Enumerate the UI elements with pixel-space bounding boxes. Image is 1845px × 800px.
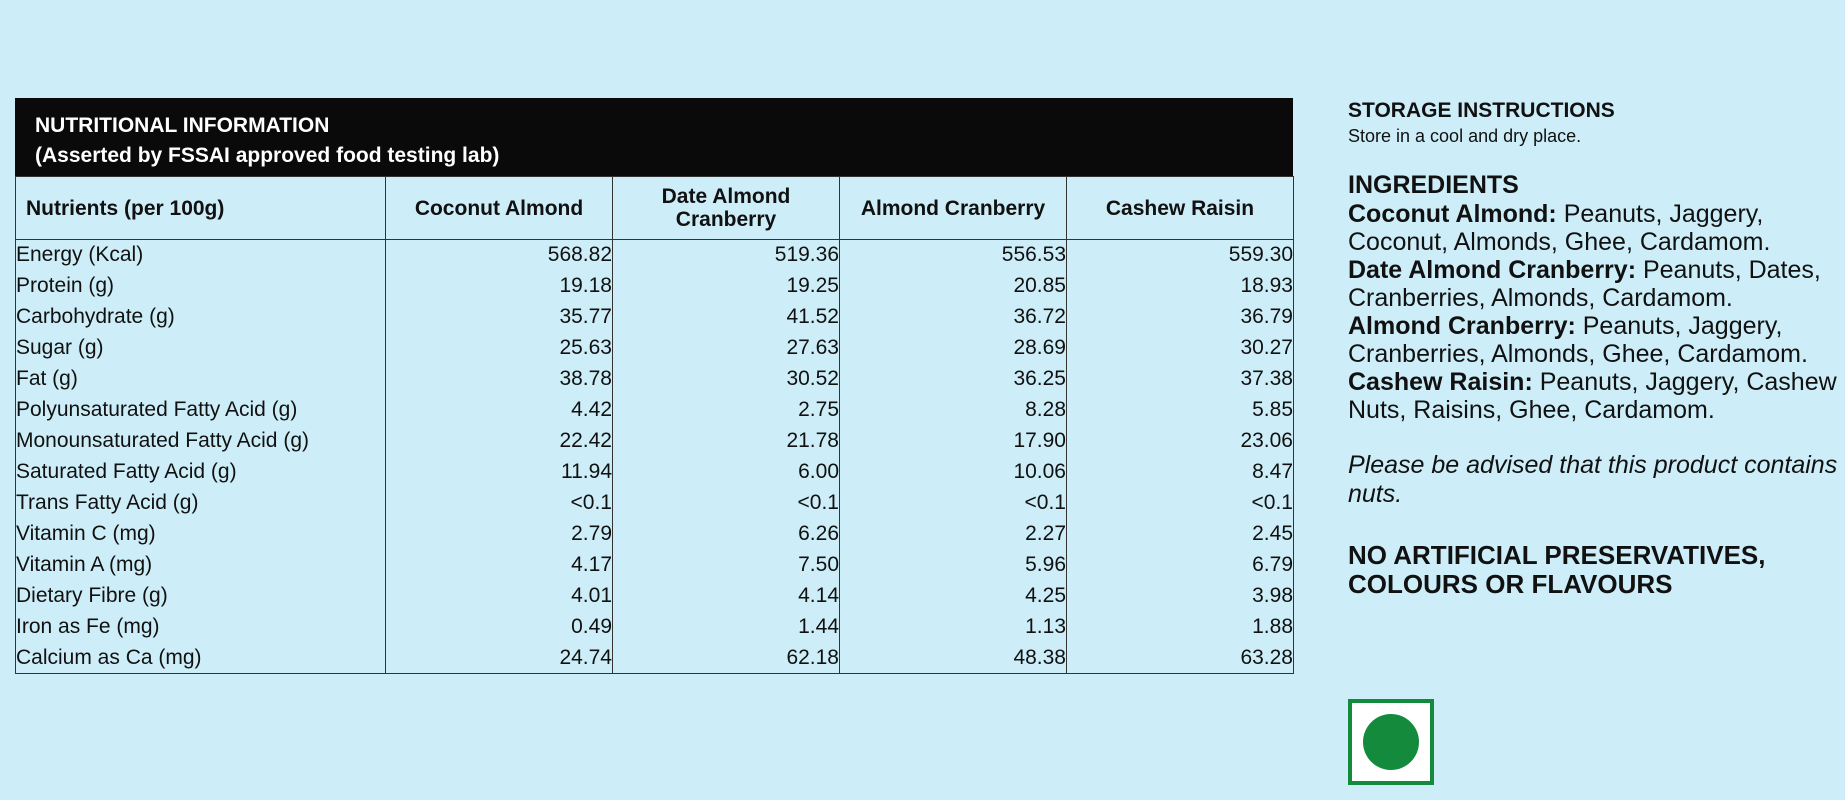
nutrient-value: 36.79: [1067, 302, 1294, 333]
table-row: [16, 488, 1294, 519]
ingredient-name: Cashew Raisin:: [1348, 368, 1533, 396]
nutrient-value: <0.1: [386, 488, 613, 519]
nutrient-value: 35.77: [386, 302, 613, 333]
no-artificial-line-1: NO ARTIFICIAL PRESERVATIVES,: [1348, 540, 1766, 570]
nutrient-value: 62.18: [613, 643, 840, 674]
storage-title: STORAGE INSTRUCTIONS: [1348, 99, 1615, 122]
nutrient-value: 63.28: [1067, 643, 1294, 674]
nutrient-value: 4.25: [840, 581, 1067, 612]
nutrient-name: Carbohydrate (g): [16, 302, 386, 333]
no-artificial-claim: [1348, 541, 1838, 599]
nutrient-value: 38.78: [386, 364, 613, 395]
nutrient-value: 11.94: [386, 457, 613, 488]
nutrient-value: 3.98: [1067, 581, 1294, 612]
nutrient-value: 5.96: [840, 550, 1067, 581]
nutrient-value: 6.00: [613, 457, 840, 488]
no-artificial-line-2: COLOURS OR FLAVOURS: [1348, 569, 1673, 599]
nutrient-value: 19.25: [613, 271, 840, 302]
table-row: [16, 519, 1294, 550]
column-header-nutrients: Nutrients (per 100g): [16, 177, 386, 240]
table-row: [16, 395, 1294, 426]
column-header-date-almond-cranberry: Date Almond Cranberry: [613, 177, 840, 240]
nutrient-value: 568.82: [386, 240, 613, 271]
nutrient-value: 559.30: [1067, 240, 1294, 271]
column-header-coconut-almond: Coconut Almond: [386, 177, 613, 240]
ingredient-almond-cranberry: [1348, 312, 1838, 368]
nutrient-value: 1.13: [840, 612, 1067, 643]
nutrient-name: Saturated Fatty Acid (g): [16, 457, 386, 488]
nut-advisory: Please be advised that this product contains nuts.: [1348, 451, 1838, 508]
table-row: [16, 550, 1294, 581]
ingredient-cashew-raisin: [1348, 368, 1838, 424]
nutrient-value: 2.75: [613, 395, 840, 426]
nutrient-value: 27.63: [613, 333, 840, 364]
nutrition-subtitle: (Asserted by FSSAI approved food testing lab): [35, 144, 500, 167]
nutrient-value: <0.1: [613, 488, 840, 519]
ingredient-text: Peanuts, Jaggery, Coconut, Almonds, Ghee, Cardamom.: [1348, 200, 1771, 256]
nutrition-table-header-row: [16, 177, 1294, 240]
nutrient-value: 2.79: [386, 519, 613, 550]
nutrient-name: Iron as Fe (mg): [16, 612, 386, 643]
column-header-almond-cranberry: Almond Cranberry: [840, 177, 1067, 240]
nutrient-value: 30.52: [613, 364, 840, 395]
table-row: [16, 333, 1294, 364]
nutrition-table: [15, 176, 1294, 674]
nutrient-value: 36.25: [840, 364, 1067, 395]
nutrient-value: 37.38: [1067, 364, 1294, 395]
nutrient-value: 18.93: [1067, 271, 1294, 302]
nutrient-value: 25.63: [386, 333, 613, 364]
ingredients-list: [1348, 200, 1838, 424]
nutrient-name: Fat (g): [16, 364, 386, 395]
nutrient-name: Monounsaturated Fatty Acid (g): [16, 426, 386, 457]
nutrient-value: 23.06: [1067, 426, 1294, 457]
nutrient-name: Trans Fatty Acid (g): [16, 488, 386, 519]
nutrient-name: Vitamin A (mg): [16, 550, 386, 581]
nutrient-value: 28.69: [840, 333, 1067, 364]
ingredient-name: Almond Cranberry:: [1348, 312, 1576, 340]
nutrient-value: 36.72: [840, 302, 1067, 333]
table-row: [16, 271, 1294, 302]
ingredient-coconut-almond: [1348, 200, 1838, 256]
nutrient-name: Energy (Kcal): [16, 240, 386, 271]
nutrient-name: Dietary Fibre (g): [16, 581, 386, 612]
table-row: [16, 643, 1294, 674]
nutrient-value: 20.85: [840, 271, 1067, 302]
nutrient-value: 7.50: [613, 550, 840, 581]
table-row: [16, 364, 1294, 395]
nutrient-value: 6.79: [1067, 550, 1294, 581]
table-row: [16, 426, 1294, 457]
nutrient-value: <0.1: [1067, 488, 1294, 519]
nutrient-value: 1.44: [613, 612, 840, 643]
storage-text: Store in a cool and dry place.: [1348, 126, 1582, 146]
ingredient-text: Peanuts, Jaggery, Cashew Nuts, Raisins, Ghee, Cardamom.: [1348, 368, 1837, 424]
ingredient-name: Coconut Almond:: [1348, 200, 1557, 228]
ingredients-title: INGREDIENTS: [1348, 171, 1519, 199]
side-panel: [1348, 98, 1838, 599]
nutrition-title: NUTRITIONAL INFORMATION: [35, 114, 330, 137]
nutrient-value: 10.06: [840, 457, 1067, 488]
nutrient-name: Calcium as Ca (mg): [16, 643, 386, 674]
nutrient-name: Vitamin C (mg): [16, 519, 386, 550]
nutrient-value: 30.27: [1067, 333, 1294, 364]
vegetarian-symbol-icon: [1348, 699, 1434, 785]
nutrient-value: 1.88: [1067, 612, 1294, 643]
nutrition-panel: [15, 98, 1293, 674]
nutrient-value: 17.90: [840, 426, 1067, 457]
ingredient-name: Date Almond Cranberry:: [1348, 256, 1637, 284]
nutrient-value: 41.52: [613, 302, 840, 333]
nutrition-table-body: [16, 240, 1294, 674]
nutrient-value: 22.42: [386, 426, 613, 457]
nutrient-name: Sugar (g): [16, 333, 386, 364]
nutrient-value: 48.38: [840, 643, 1067, 674]
nutrient-name: Protein (g): [16, 271, 386, 302]
nutrient-name: Polyunsaturated Fatty Acid (g): [16, 395, 386, 426]
table-row: [16, 240, 1294, 271]
ingredient-text: Peanuts, Jaggery, Cranberries, Almonds, Ghee, Cardamom.: [1348, 312, 1808, 368]
nutrient-value: <0.1: [840, 488, 1067, 519]
nutrient-value: 19.18: [386, 271, 613, 302]
nutrient-value: 4.01: [386, 581, 613, 612]
table-row: [16, 612, 1294, 643]
nutrient-value: 8.47: [1067, 457, 1294, 488]
nutrient-value: 4.17: [386, 550, 613, 581]
nutrition-header: [15, 98, 1293, 176]
nutrient-value: 21.78: [613, 426, 840, 457]
table-row: [16, 302, 1294, 333]
nutrient-value: 5.85: [1067, 395, 1294, 426]
nutrient-value: 0.49: [386, 612, 613, 643]
nutrient-value: 4.14: [613, 581, 840, 612]
table-row: [16, 581, 1294, 612]
column-header-cashew-raisin: Cashew Raisin: [1067, 177, 1294, 240]
nutrient-value: 2.27: [840, 519, 1067, 550]
nutrient-value: 8.28: [840, 395, 1067, 426]
nutrient-value: 556.53: [840, 240, 1067, 271]
nutrient-value: 2.45: [1067, 519, 1294, 550]
nutrient-value: 519.36: [613, 240, 840, 271]
nutrient-value: 4.42: [386, 395, 613, 426]
vegetarian-dot: [1363, 714, 1419, 770]
ingredient-date-almond-cranberry: [1348, 256, 1838, 312]
ingredient-text: Peanuts, Dates, Cranberries, Almonds, Cardamom.: [1348, 256, 1821, 312]
table-row: [16, 457, 1294, 488]
nutrient-value: 6.26: [613, 519, 840, 550]
nutrient-value: 24.74: [386, 643, 613, 674]
